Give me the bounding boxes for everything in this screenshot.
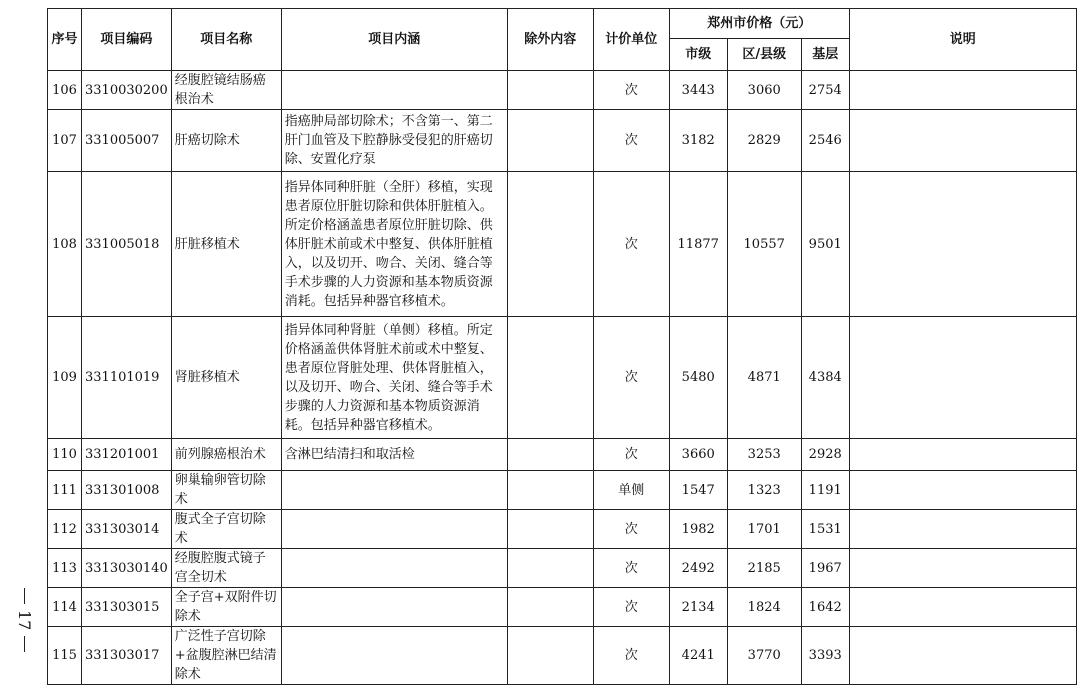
- header-unit: 计价单位: [593, 9, 669, 71]
- row-content: 指异体同种肾脏（单侧）移植。所定价格涵盖供体肾脏术前或术中整复、患者原位肾脏处理、供体肾脏植入，以及切开、吻合、关闭、缝合等手术步骤的人力资源和基本物质资源消耗。包括异种器官移植术。: [281, 317, 507, 439]
- row-city-price: 2492: [669, 549, 727, 588]
- row-note: [849, 439, 1076, 471]
- row-content: [281, 549, 507, 588]
- row-code: 331303014: [82, 510, 172, 549]
- table-row: [48, 110, 1077, 172]
- table-row: [48, 588, 1077, 627]
- row-grassroots-price: 1642: [801, 588, 849, 627]
- row-excluded: [507, 510, 593, 549]
- row-seq: 114: [48, 588, 82, 627]
- row-name: 卵巢输卵管切除术: [171, 471, 281, 510]
- row-grassroots-price: 2928: [801, 439, 849, 471]
- page-dash-bottom: [24, 636, 25, 652]
- row-unit: 次: [593, 510, 669, 549]
- row-note: [849, 317, 1076, 439]
- row-code: 331101019: [82, 317, 172, 439]
- row-name: 肝癌切除术: [171, 110, 281, 172]
- header-content: 项目内涵: [281, 9, 507, 71]
- row-city-price: 2134: [669, 588, 727, 627]
- row-district-price: 3253: [727, 439, 801, 471]
- row-district-price: 1323: [727, 471, 801, 510]
- row-name: 腹式全子宫切除术: [171, 510, 281, 549]
- table-row: [48, 549, 1077, 588]
- row-city-price: 3443: [669, 71, 727, 110]
- row-grassroots-price: 3393: [801, 627, 849, 685]
- header-grassroots: 基层: [801, 39, 849, 71]
- row-unit: 次: [593, 71, 669, 110]
- row-district-price: 1701: [727, 510, 801, 549]
- row-name: 肝脏移植术: [171, 172, 281, 317]
- header-district: 区/县级: [727, 39, 801, 71]
- table-row: [48, 471, 1077, 510]
- page-dash-top: [24, 588, 25, 604]
- row-excluded: [507, 110, 593, 172]
- row-grassroots-price: 2754: [801, 71, 849, 110]
- row-note: [849, 627, 1076, 685]
- row-city-price: 3660: [669, 439, 727, 471]
- row-unit: 次: [593, 439, 669, 471]
- row-unit: 次: [593, 317, 669, 439]
- row-grassroots-price: 4384: [801, 317, 849, 439]
- row-city-price: 5480: [669, 317, 727, 439]
- row-unit: 次: [593, 172, 669, 317]
- row-content: 指异体同种肝脏（全肝）移植，实现患者原位肝脏切除和供体肝脏植入。所定价格涵盖患者原位肝脏切除、供体肝脏术前或术中整复、供体肝脏植入，以及切开、吻合、关闭、缝合等手术步骤的人力资源和基本物质资源消耗。包括异种器官移植术。: [281, 172, 507, 317]
- row-city-price: 3182: [669, 110, 727, 172]
- row-note: [849, 110, 1076, 172]
- row-content: [281, 627, 507, 685]
- header-excluded: 除外内容: [507, 9, 593, 71]
- header-name: 项目名称: [171, 9, 281, 71]
- row-seq: 110: [48, 439, 82, 471]
- row-district-price: 4871: [727, 317, 801, 439]
- row-name: 前列腺癌根治术: [171, 439, 281, 471]
- row-district-price: 3060: [727, 71, 801, 110]
- row-code: 331301008: [82, 471, 172, 510]
- header-note: 说明: [849, 9, 1076, 71]
- page-number-text: 17: [15, 610, 34, 631]
- row-unit: 次: [593, 588, 669, 627]
- row-note: [849, 510, 1076, 549]
- row-seq: 109: [48, 317, 82, 439]
- row-content: 含淋巴结清扫和取活检: [281, 439, 507, 471]
- row-grassroots-price: 2546: [801, 110, 849, 172]
- row-note: [849, 71, 1076, 110]
- row-seq: 115: [48, 627, 82, 685]
- page-number: [14, 588, 34, 652]
- table-row: [48, 317, 1077, 439]
- table-row: [48, 627, 1077, 685]
- row-code: 3310030200: [82, 71, 172, 110]
- row-excluded: [507, 71, 593, 110]
- row-district-price: 10557: [727, 172, 801, 317]
- row-excluded: [507, 317, 593, 439]
- row-unit: 单侧: [593, 471, 669, 510]
- row-city-price: 11877: [669, 172, 727, 317]
- row-name: 经腹腔腹式镜子宫全切术: [171, 549, 281, 588]
- row-code: 331005018: [82, 172, 172, 317]
- row-note: [849, 471, 1076, 510]
- table-row: [48, 71, 1077, 110]
- row-city-price: 1547: [669, 471, 727, 510]
- row-grassroots-price: 1191: [801, 471, 849, 510]
- row-code: 331005007: [82, 110, 172, 172]
- row-code: 331303017: [82, 627, 172, 685]
- row-seq: 107: [48, 110, 82, 172]
- row-excluded: [507, 588, 593, 627]
- row-grassroots-price: 1531: [801, 510, 849, 549]
- row-grassroots-price: 9501: [801, 172, 849, 317]
- row-name: 全子宫+双附件切除术: [171, 588, 281, 627]
- table-row: [48, 439, 1077, 471]
- row-seq: 108: [48, 172, 82, 317]
- header-city: 市级: [669, 39, 727, 71]
- row-excluded: [507, 172, 593, 317]
- table-row: [48, 510, 1077, 549]
- row-unit: 次: [593, 110, 669, 172]
- row-content: [281, 471, 507, 510]
- row-seq: 106: [48, 71, 82, 110]
- row-note: [849, 549, 1076, 588]
- row-code: 331201001: [82, 439, 172, 471]
- row-district-price: 2829: [727, 110, 801, 172]
- row-name: 广泛性子宫切除+盆腹腔淋巴结清除术: [171, 627, 281, 685]
- row-seq: 112: [48, 510, 82, 549]
- row-unit: 次: [593, 549, 669, 588]
- row-content: [281, 588, 507, 627]
- row-content: 指癌肿局部切除术；不含第一、第二肝门血管及下腔静脉受侵犯的肝癌切除、安置化疗泵: [281, 110, 507, 172]
- row-excluded: [507, 627, 593, 685]
- price-table-sheet: [47, 8, 1077, 685]
- row-seq: 113: [48, 549, 82, 588]
- row-city-price: 4241: [669, 627, 727, 685]
- row-district-price: 1824: [727, 588, 801, 627]
- row-name: 肾脏移植术: [171, 317, 281, 439]
- price-table: [47, 8, 1077, 685]
- row-content: [281, 510, 507, 549]
- row-code: 3313030140: [82, 549, 172, 588]
- row-content: [281, 71, 507, 110]
- row-city-price: 1982: [669, 510, 727, 549]
- header-price-group: 郑州市价格（元）: [669, 9, 849, 39]
- row-excluded: [507, 549, 593, 588]
- row-district-price: 3770: [727, 627, 801, 685]
- table-row: [48, 172, 1077, 317]
- row-excluded: [507, 471, 593, 510]
- row-unit: 次: [593, 627, 669, 685]
- row-grassroots-price: 1967: [801, 549, 849, 588]
- row-note: [849, 588, 1076, 627]
- row-name: 经腹腔镜结肠癌根治术: [171, 71, 281, 110]
- header-code: 项目编码: [82, 9, 172, 71]
- row-code: 331303015: [82, 588, 172, 627]
- row-excluded: [507, 439, 593, 471]
- row-seq: 111: [48, 471, 82, 510]
- row-district-price: 2185: [727, 549, 801, 588]
- header-seq: 序号: [48, 9, 82, 71]
- row-note: [849, 172, 1076, 317]
